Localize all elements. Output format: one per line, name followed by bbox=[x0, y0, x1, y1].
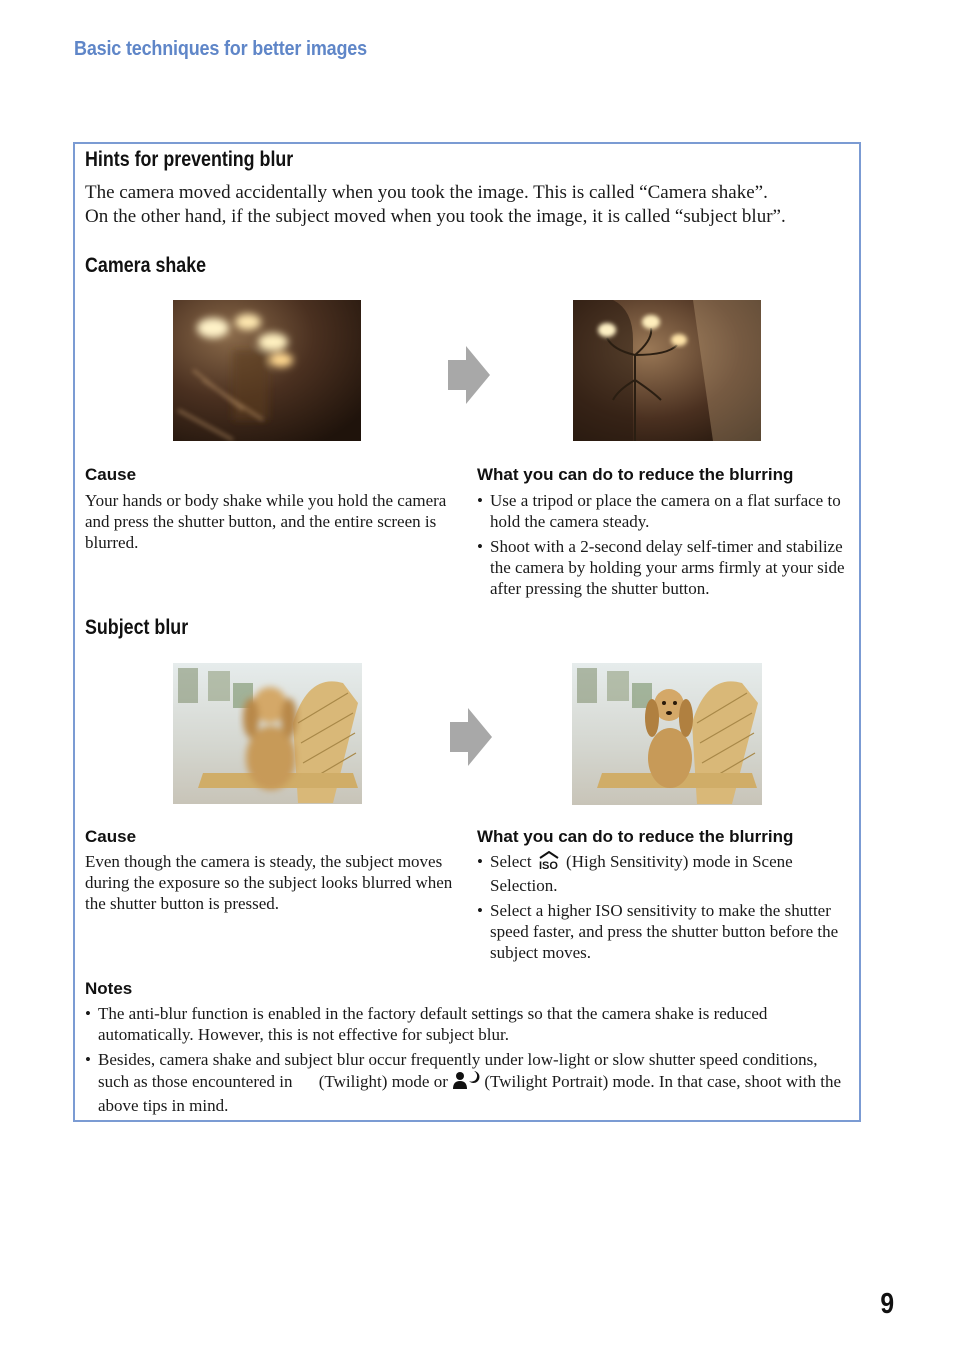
subject-blur-remedy-list bbox=[477, 851, 851, 967]
arrow-right-icon bbox=[448, 346, 490, 409]
camera-shake-cause-heading: Cause bbox=[85, 465, 137, 484]
note-text: (Twilight) mode or bbox=[318, 1072, 453, 1091]
arrow-right-icon bbox=[450, 708, 492, 771]
svg-text:ISO: ISO bbox=[538, 860, 558, 870]
camera-shake-remedy-list bbox=[477, 490, 851, 603]
list-item: • Use a tripod or place the camera on a flat surface to hold the camera steady. bbox=[477, 490, 851, 532]
notes-heading: Notes bbox=[85, 979, 133, 998]
page-number: 9 bbox=[880, 1288, 894, 1320]
intro-line-2: On the other hand, if the subject moved when you took the image, it is called “subject blur”. bbox=[85, 205, 786, 227]
high-sensitivity-iso-icon bbox=[536, 851, 562, 875]
note-text: (Twilight Portrait) mode. In that case, shoot with the above tips in mind. bbox=[98, 1072, 842, 1115]
twilight-moon-icon bbox=[297, 1070, 319, 1095]
camera-shake-heading: Camera shake bbox=[85, 254, 207, 277]
subject-blur-cause-text: Even though the camera is steady, the subject moves during the exposure so the subject looks blurred when the shutter button is pressed. bbox=[85, 852, 453, 913]
subject-blur-cause-heading: Cause bbox=[85, 827, 137, 846]
notes-list bbox=[85, 1003, 845, 1120]
camera-shake-sharp-photo bbox=[573, 300, 761, 441]
camera-shake-blurred-photo bbox=[173, 300, 361, 441]
remedy-text: Select bbox=[490, 852, 536, 871]
twilight-portrait-icon bbox=[452, 1070, 480, 1095]
intro-line-1: The camera moved accidentally when you took the image. This is called “Camera shake”. bbox=[85, 182, 768, 203]
subject-blur-blurred-photo bbox=[173, 663, 362, 804]
panel-title: Hints for preventing blur bbox=[85, 148, 294, 171]
camera-shake-remedy-heading: What you can do to reduce the blurring bbox=[477, 465, 794, 484]
list-item: • Shoot with a 2-second delay self-timer and stabilize the camera by holding your arms firmly at your side after pressing the shutter button. bbox=[477, 536, 851, 599]
remedy-text: (High Sensitivity) mode in Scene Selection. bbox=[490, 852, 793, 895]
list-item: • The anti-blur function is enabled in the factory default settings so that the camera shake is reduced automatically. However, this is not effective for subject blur. bbox=[85, 1003, 845, 1045]
list-item bbox=[477, 851, 851, 896]
subject-blur-sharp-photo bbox=[572, 663, 762, 805]
list-item: • Select a higher ISO sensitivity to make the shutter speed faster, and press the shutter button before the subject moves. bbox=[477, 900, 851, 963]
subject-blur-heading: Subject blur bbox=[85, 616, 189, 639]
camera-shake-cause-text: Your hands or body shake while you hold the camera and press the shutter button, and the entire screen is blurred. bbox=[85, 491, 447, 552]
list-item bbox=[85, 1049, 845, 1116]
subject-blur-remedy-heading: What you can do to reduce the blurring bbox=[477, 827, 794, 846]
hints-panel bbox=[73, 142, 861, 1122]
intro-paragraph bbox=[85, 181, 865, 228]
note-text: Besides, camera shake and subject blur occur frequently under low-light or slow shutter speed conditions, such as those encountered in bbox=[98, 1050, 818, 1091]
running-head: Basic techniques for better images bbox=[74, 38, 367, 60]
